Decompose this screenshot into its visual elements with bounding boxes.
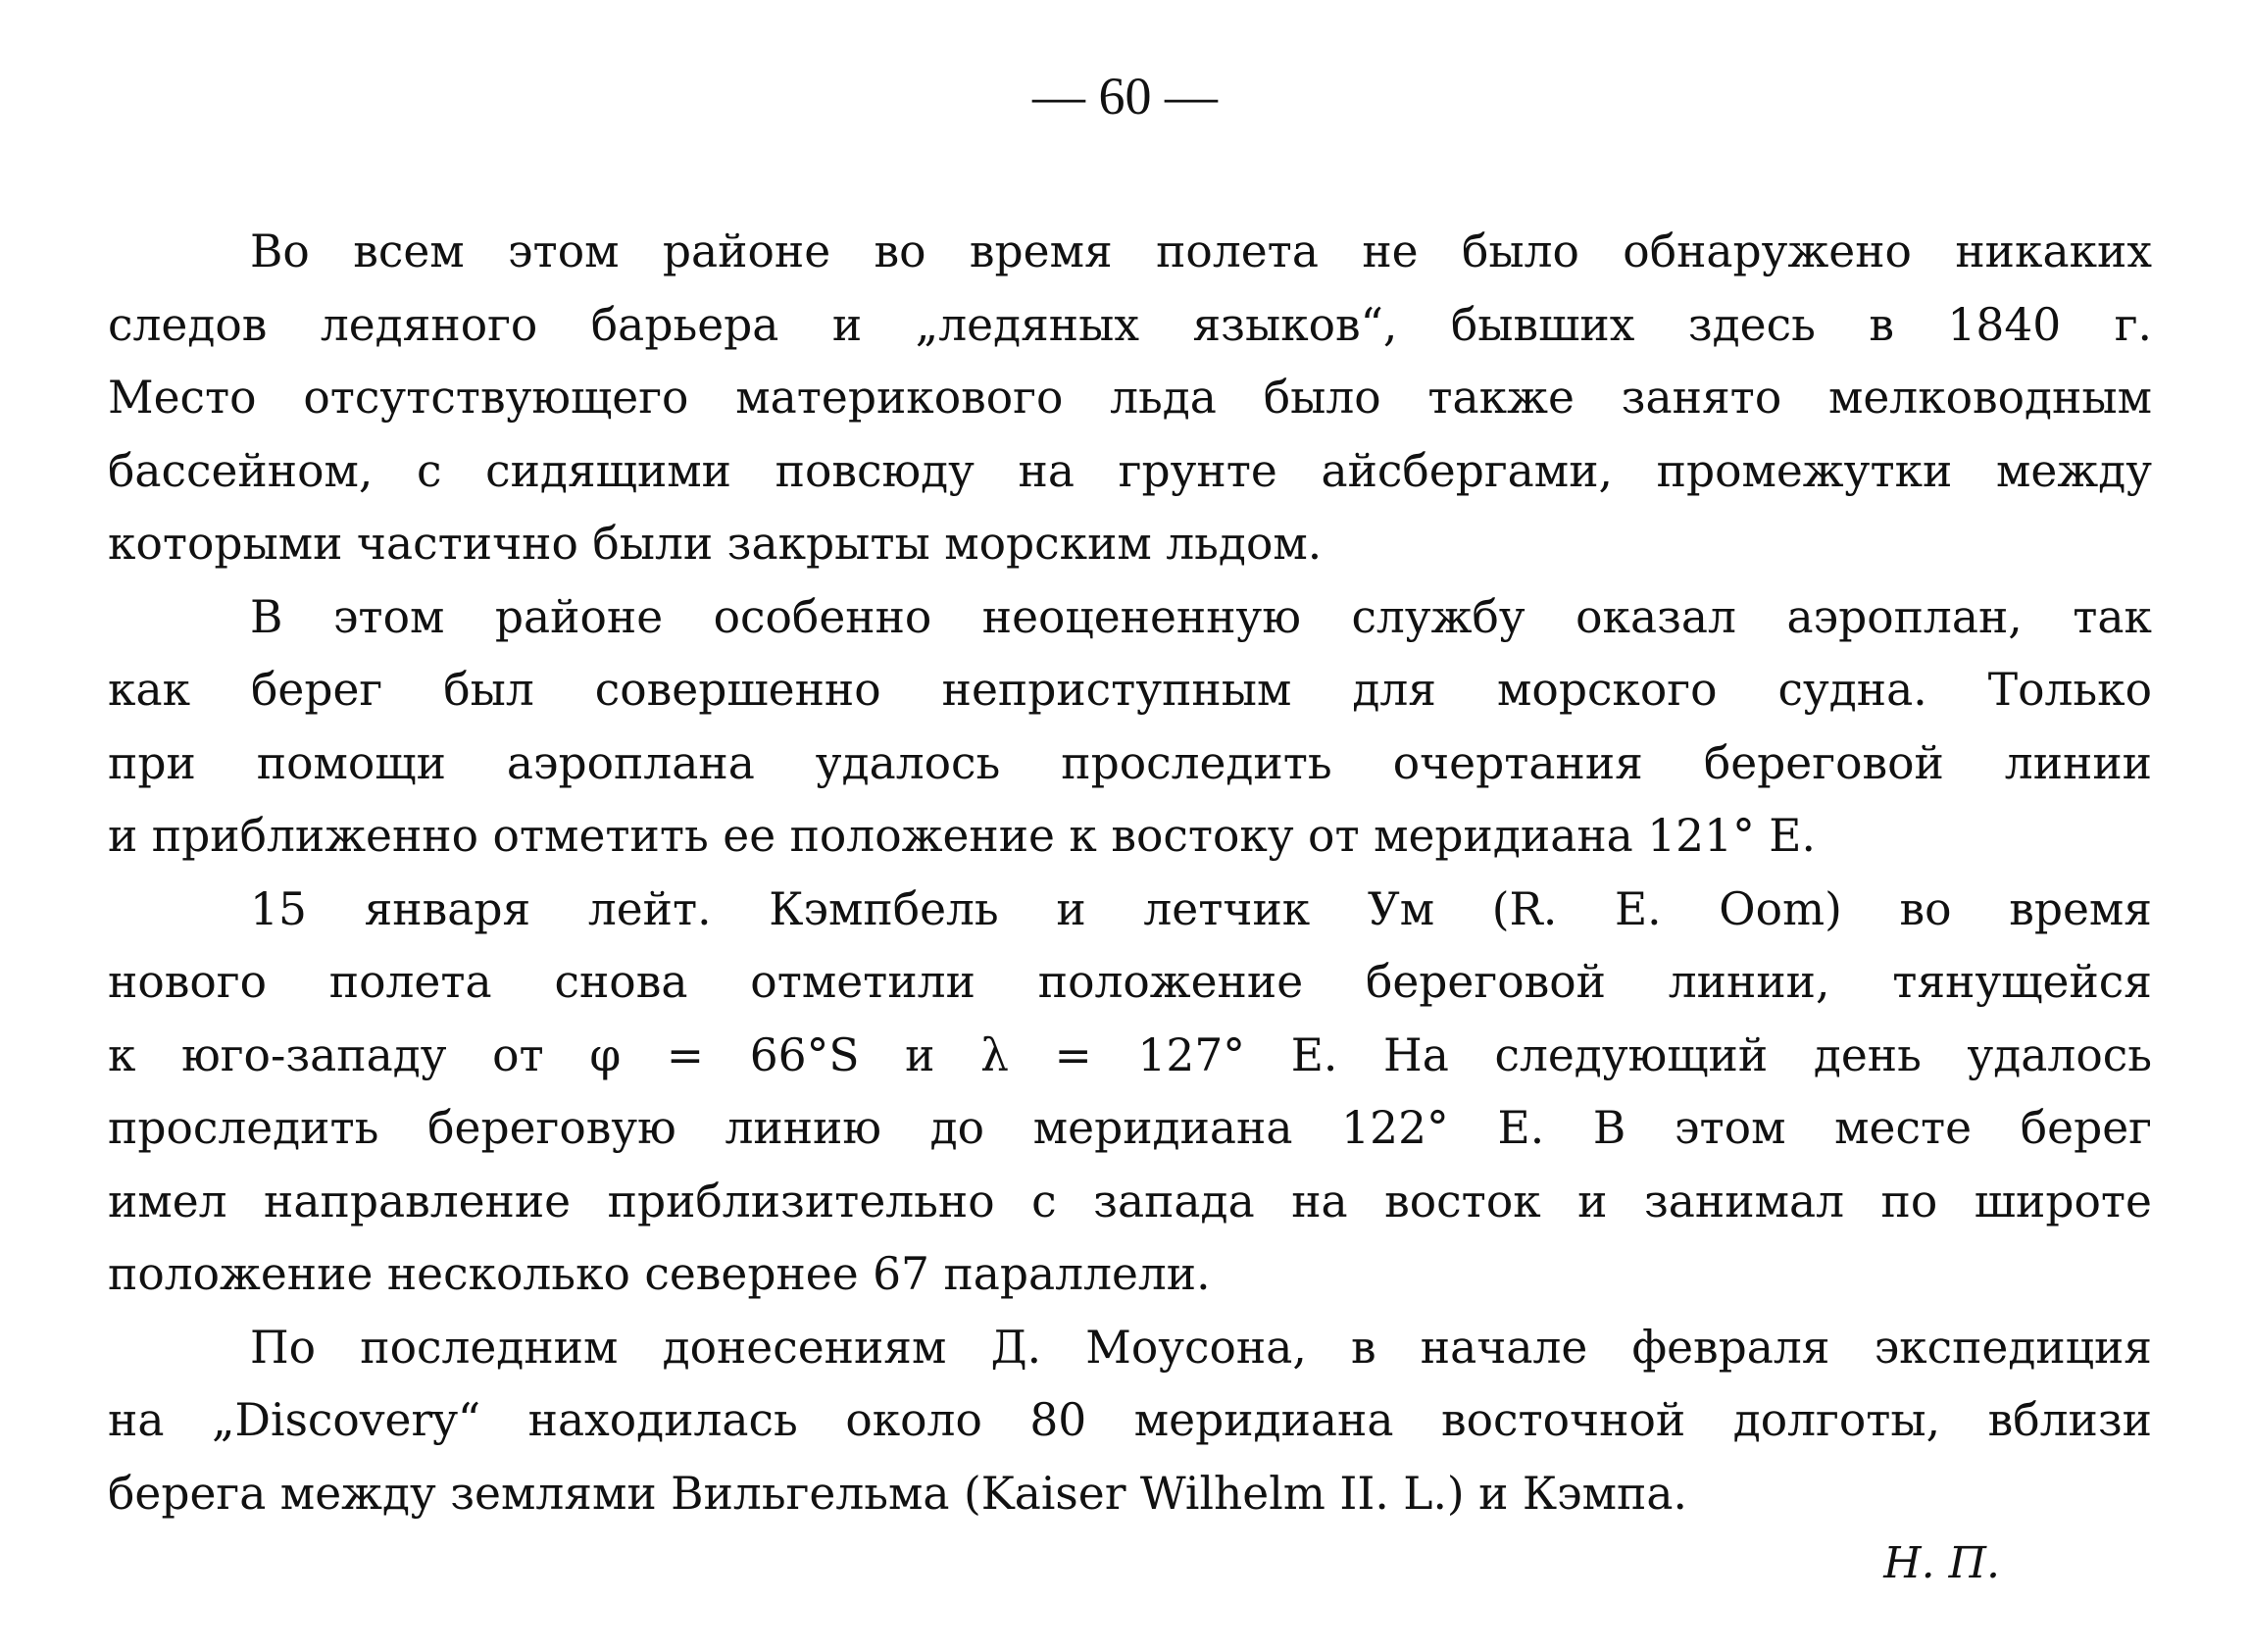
text-line: берега между землями Вильгельма (Kaiser Wilhelm II. L.) и Кэмпа.: [108, 1467, 1687, 1520]
text-line: нового полета снова отметили положение береговой линии, тянущейся: [108, 956, 2152, 1008]
text-line: бассейном, с сидящими повсюду на грунте айсбергами, промежутки между: [108, 444, 2152, 497]
text-line: как берег был совершенно неприступным для морского судна. Только: [108, 664, 2152, 716]
text-line: проследить береговую линию до меридиана 122° E. В этом месте берег: [108, 1102, 2152, 1154]
author-initials: Н. П.: [1883, 1538, 2000, 1588]
text-line: Во всем этом районе во время полета не было обнаружено никаких: [250, 225, 2152, 277]
paragraph-3: [108, 874, 2152, 1312]
text-line: 15 января лейт. Кэмпбель и летчик Ум (R. E. Oom) во время: [250, 882, 2152, 935]
paragraph-2: [108, 581, 2152, 874]
body-text: [108, 216, 2152, 1530]
text-line: положение несколько севернее 67 параллели.: [108, 1248, 1211, 1300]
text-line: к юго-западу от φ = 66°S и λ = 127° E. На следующий день удалось: [108, 1028, 2152, 1081]
text-line: на „Discovery“ находилась около 80 меридиана восточной долготы, вблизи: [108, 1394, 2152, 1446]
text-line: имел направление приблизительно с запада на восток и занимал по широте: [108, 1175, 2152, 1227]
text-line: Место отсутствующего материкового льда было также занято мелководным: [108, 372, 2152, 424]
page-number: — 60 —: [1032, 67, 1218, 125]
text-line: которыми частично были закрыты морским льдом.: [108, 518, 1323, 570]
paragraph-1: [108, 216, 2152, 581]
paragraph-4: [108, 1312, 2152, 1531]
text-line: и приближенно отметить ее положение к востоку от меридиана 121° E.: [108, 810, 1816, 862]
text-line: В этом районе особенно неоцененную службу оказал аэроплан, так: [250, 590, 2152, 643]
text-line: при помощи аэроплана удалось проследить очертания береговой линии: [108, 736, 2152, 789]
text-line: По последним донесениям Д. Моусона, в начале февраля экспедиция: [250, 1321, 2152, 1374]
text-line: следов ледяного барьера и „ледяных языков“, бывших здесь в 1840 г.: [108, 298, 2152, 351]
